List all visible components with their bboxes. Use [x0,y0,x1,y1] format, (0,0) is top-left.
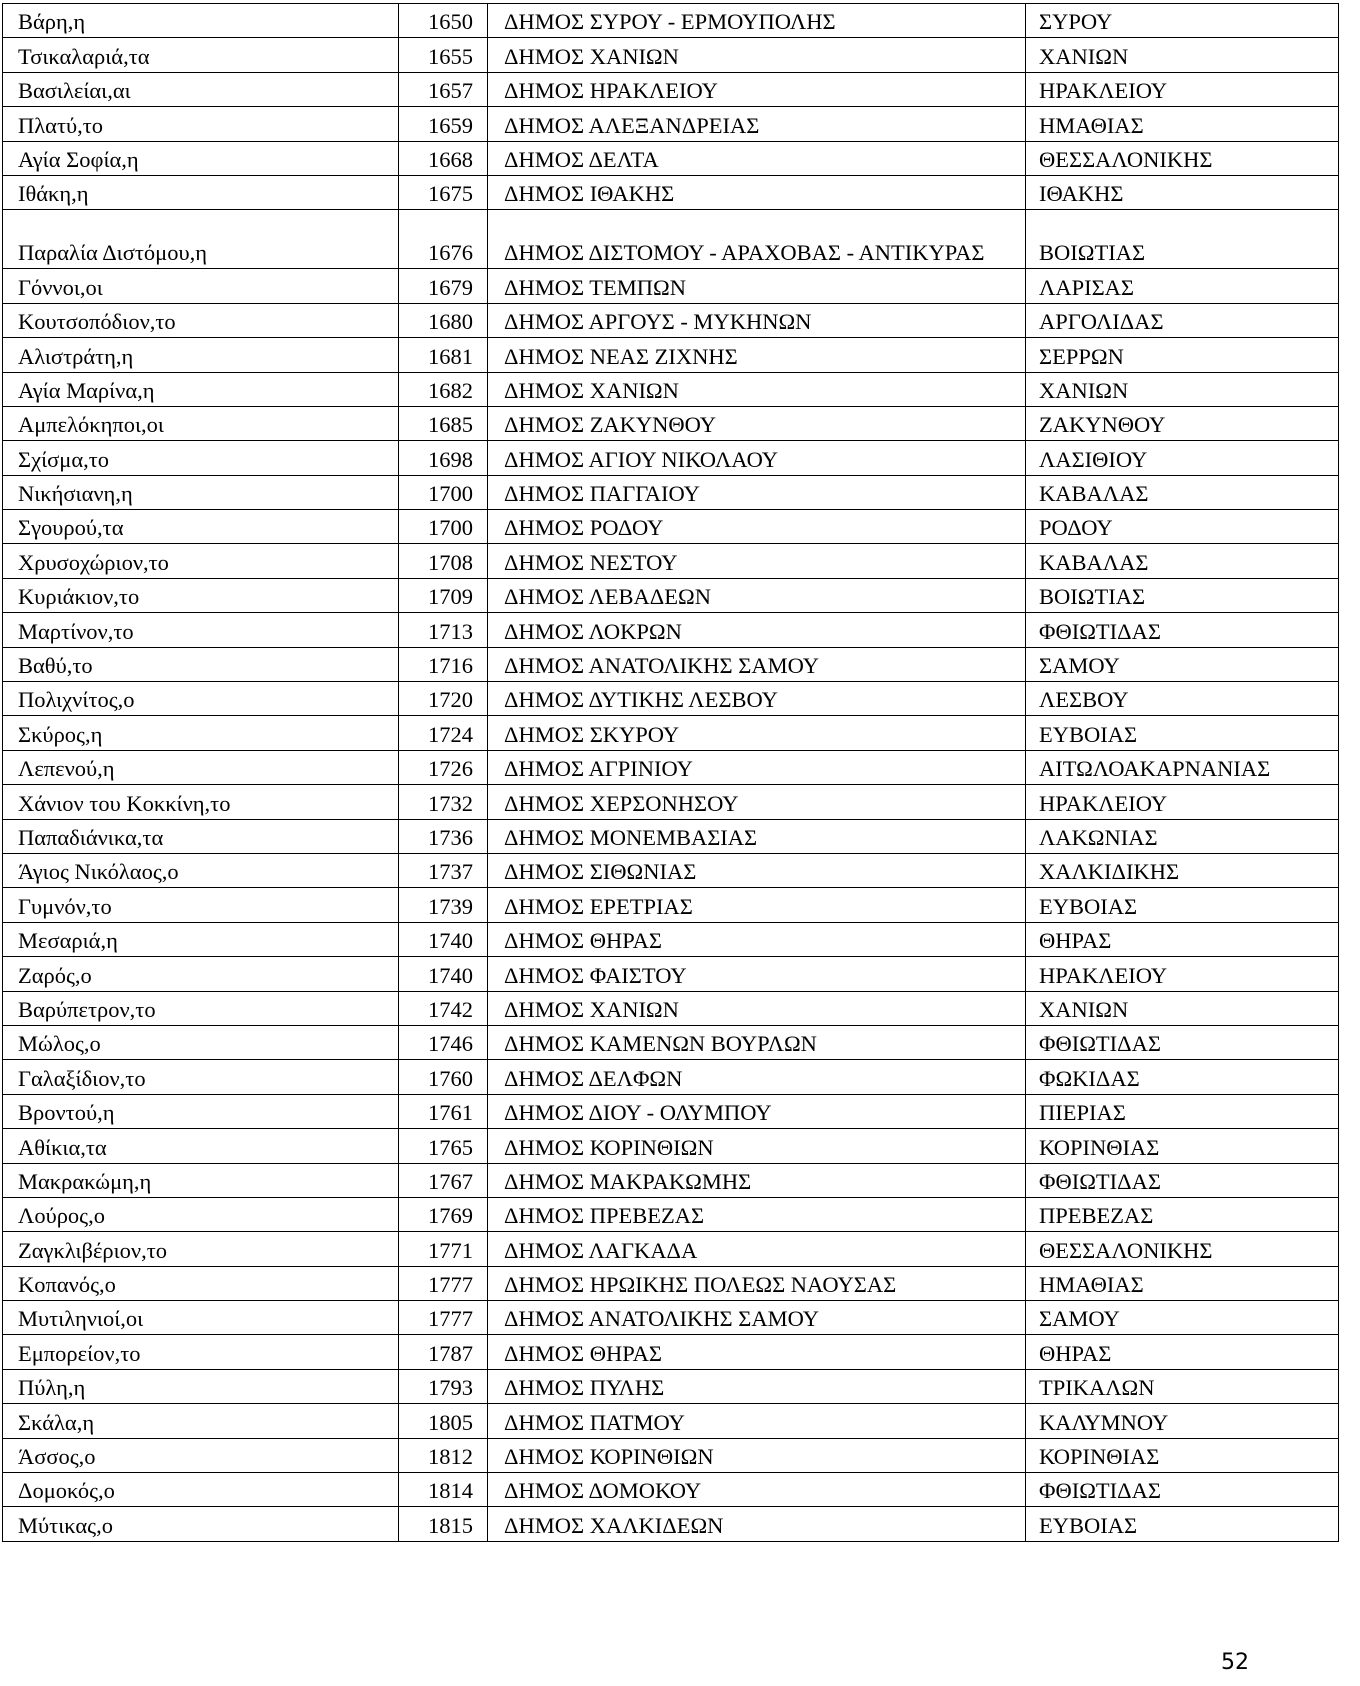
code-cell: 1787 [399,1335,488,1369]
prefecture-cell: ΘΗΡΑΣ [1026,1335,1339,1369]
settlement-name-cell: Κουτσοπόδιον,το [3,303,399,337]
prefecture-cell: ΗΜΑΘΙΑΣ [1026,107,1339,141]
code-cell: 1720 [399,682,488,716]
table-row [3,1163,1339,1197]
code-cell: 1769 [399,1197,488,1231]
table-row [3,1301,1339,1335]
settlement-name-cell: Σγουρού,τα [3,510,399,544]
prefecture-cell: ΧΑΝΙΩΝ [1026,372,1339,406]
prefecture-cell: ΣΕΡΡΩΝ [1026,338,1339,372]
table-row [3,853,1339,887]
prefecture-cell: ΘΕΣΣΑΛΟΝΙΚΗΣ [1026,1232,1339,1266]
prefecture-cell: ΦΘΙΩΤΙΔΑΣ [1026,1025,1339,1059]
prefecture-cell: ΖΑΚΥΝΘΟΥ [1026,406,1339,440]
prefecture-cell: ΠΡΕΒΕΖΑΣ [1026,1197,1339,1231]
table-row [3,785,1339,819]
prefecture-cell: ΕΥΒΟΙΑΣ [1026,716,1339,750]
prefecture-cell: ΗΡΑΚΛΕΙΟΥ [1026,785,1339,819]
prefecture-cell: ΣΥΡΟΥ [1026,4,1339,38]
prefecture-cell: ΡΟΔΟΥ [1026,510,1339,544]
code-cell: 1761 [399,1094,488,1128]
code-cell: 1681 [399,338,488,372]
settlement-name-cell: Αμπελόκηποι,οι [3,406,399,440]
code-cell: 1732 [399,785,488,819]
code-cell: 1746 [399,1025,488,1059]
settlement-name-cell: Ιθάκη,η [3,175,399,209]
municipality-cell: ΔΗΜΟΣ ΜΟΝΕΜΒΑΣΙΑΣ [488,819,1026,853]
municipality-cell: ΔΗΜΟΣ ΣΙΘΩΝΙΑΣ [488,853,1026,887]
settlement-name-cell: Αγία Σοφία,η [3,141,399,175]
settlement-name-cell: Χάνιον του Κοκκίνη,το [3,785,399,819]
code-cell: 1650 [399,4,488,38]
code-cell: 1739 [399,888,488,922]
settlement-name-cell: Εμπορείον,το [3,1335,399,1369]
municipality-cell: ΔΗΜΟΣ ΧΑΝΙΩΝ [488,38,1026,72]
code-cell: 1742 [399,991,488,1025]
settlement-name-cell: Άγιος Νικόλαος,ο [3,853,399,887]
settlement-name-cell: Λούρος,ο [3,1197,399,1231]
code-cell: 1737 [399,853,488,887]
table-row [3,1507,1339,1541]
table-row [3,269,1339,303]
table-row [3,4,1339,38]
prefecture-cell: ΛΕΣΒΟΥ [1026,682,1339,716]
prefecture-cell: ΧΑΝΙΩΝ [1026,38,1339,72]
code-cell: 1777 [399,1266,488,1300]
settlement-name-cell: Μεσαριά,η [3,922,399,956]
settlement-name-cell: Τσικαλαριά,τα [3,38,399,72]
table-row [3,750,1339,784]
prefecture-cell: ΘΕΣΣΑΛΟΝΙΚΗΣ [1026,141,1339,175]
settlement-name-cell: Μακρακώμη,η [3,1163,399,1197]
table-row [3,475,1339,509]
settlement-name-cell: Δομοκός,ο [3,1473,399,1507]
code-cell: 1679 [399,269,488,303]
municipality-cell: ΔΗΜΟΣ ΠΑΓΓΑΙΟΥ [488,475,1026,509]
settlement-name-cell: Μαρτίνον,το [3,613,399,647]
prefecture-cell: ΗΜΑΘΙΑΣ [1026,1266,1339,1300]
municipality-cell: ΔΗΜΟΣ ΑΛΕΞΑΝΔΡΕΙΑΣ [488,107,1026,141]
table-row [3,578,1339,612]
code-cell: 1736 [399,819,488,853]
prefecture-cell: ΦΩΚΙΔΑΣ [1026,1060,1339,1094]
code-cell: 1682 [399,372,488,406]
municipality-cell: ΔΗΜΟΣ ΔΕΛΦΩΝ [488,1060,1026,1094]
table-row [3,72,1339,106]
table-row [3,1335,1339,1369]
code-cell: 1655 [399,38,488,72]
table-row [3,1404,1339,1438]
municipality-cell: ΔΗΜΟΣ ΔΥΤΙΚΗΣ ΛΕΣΒΟΥ [488,682,1026,716]
code-cell: 1793 [399,1369,488,1403]
table-row [3,647,1339,681]
municipality-cell: ΔΗΜΟΣ ΜΑΚΡΑΚΩΜΗΣ [488,1163,1026,1197]
municipality-cell: ΔΗΜΟΣ ΛΕΒΑΔΕΩΝ [488,578,1026,612]
settlement-name-cell: Βάρη,η [3,4,399,38]
table-row [3,1266,1339,1300]
settlement-name-cell: Χρυσοχώριον,το [3,544,399,578]
prefecture-cell: ΚΟΡΙΝΘΙΑΣ [1026,1438,1339,1472]
code-cell: 1777 [399,1301,488,1335]
municipality-cell: ΔΗΜΟΣ ΙΘΑΚΗΣ [488,175,1026,209]
prefecture-cell: ΙΘΑΚΗΣ [1026,175,1339,209]
prefecture-cell: ΛΑΡΙΣΑΣ [1026,269,1339,303]
settlement-name-cell: Βροντού,η [3,1094,399,1128]
prefecture-cell: ΚΑΒΑΛΑΣ [1026,475,1339,509]
municipality-cell: ΔΗΜΟΣ ΠΥΛΗΣ [488,1369,1026,1403]
code-cell: 1760 [399,1060,488,1094]
table-row [3,682,1339,716]
code-cell: 1724 [399,716,488,750]
municipality-cell: ΔΗΜΟΣ ΛΑΓΚΑΔΑ [488,1232,1026,1266]
prefecture-cell: ΦΘΙΩΤΙΔΑΣ [1026,1473,1339,1507]
settlement-name-cell: Αλιστράτη,η [3,338,399,372]
settlement-name-cell: Κοπανός,ο [3,1266,399,1300]
prefecture-cell: ΑΡΓΟΛΙΔΑΣ [1026,303,1339,337]
municipality-cell: ΔΗΜΟΣ ΚΑΜΕΝΩΝ ΒΟΥΡΛΩΝ [488,1025,1026,1059]
table-row [3,406,1339,440]
code-cell: 1676 [399,210,488,269]
prefecture-cell: ΗΡΑΚΛΕΙΟΥ [1026,72,1339,106]
municipality-cell: ΔΗΜΟΣ ΔΙΣΤΟΜΟΥ - ΑΡΑΧΟΒΑΣ - ΑΝΤΙΚΥΡΑΣ [488,210,1026,269]
prefecture-cell: ΑΙΤΩΛΟΑΚΑΡΝΑΝΙΑΣ [1026,750,1339,784]
prefecture-cell: ΣΑΜΟΥ [1026,1301,1339,1335]
municipality-cell: ΔΗΜΟΣ ΛΟΚΡΩΝ [488,613,1026,647]
settlements-table-body [3,4,1339,1542]
settlement-name-cell: Σχίσμα,το [3,441,399,475]
table-row [3,544,1339,578]
prefecture-cell: ΚΟΡΙΝΘΙΑΣ [1026,1129,1339,1163]
settlement-name-cell: Πολιχνίτος,ο [3,682,399,716]
municipality-cell: ΔΗΜΟΣ ΡΟΔΟΥ [488,510,1026,544]
municipality-cell: ΔΗΜΟΣ ΚΟΡΙΝΘΙΩΝ [488,1129,1026,1163]
municipality-cell: ΔΗΜΟΣ ΚΟΡΙΝΘΙΩΝ [488,1438,1026,1472]
municipality-cell: ΔΗΜΟΣ ΦΑΙΣΤΟΥ [488,957,1026,991]
municipality-cell: ΔΗΜΟΣ ΔΟΜΟΚΟΥ [488,1473,1026,1507]
municipality-cell: ΔΗΜΟΣ ΑΓΙΟΥ ΝΙΚΟΛΑΟΥ [488,441,1026,475]
settlement-name-cell: Πλατύ,το [3,107,399,141]
table-row [3,957,1339,991]
code-cell: 1765 [399,1129,488,1163]
page-number: 52 [1221,1650,1249,1675]
code-cell: 1709 [399,578,488,612]
municipality-cell: ΔΗΜΟΣ ΔΕΛΤΑ [488,141,1026,175]
code-cell: 1668 [399,141,488,175]
prefecture-cell: ΕΥΒΟΙΑΣ [1026,1507,1339,1541]
table-row [3,1060,1339,1094]
settlement-name-cell: Βαθύ,το [3,647,399,681]
code-cell: 1659 [399,107,488,141]
municipality-cell: ΔΗΜΟΣ ΑΡΓΟΥΣ - ΜΥΚΗΝΩΝ [488,303,1026,337]
prefecture-cell: ΕΥΒΟΙΑΣ [1026,888,1339,922]
table-row [3,1197,1339,1231]
prefecture-cell: ΒΟΙΩΤΙΑΣ [1026,210,1339,269]
table-row [3,1438,1339,1472]
prefecture-cell: ΦΘΙΩΤΙΔΑΣ [1026,1163,1339,1197]
code-cell: 1716 [399,647,488,681]
municipality-cell: ΔΗΜΟΣ ΑΓΡΙΝΙΟΥ [488,750,1026,784]
table-row [3,1473,1339,1507]
code-cell: 1708 [399,544,488,578]
prefecture-cell: ΒΟΙΩΤΙΑΣ [1026,578,1339,612]
settlement-name-cell: Κυριάκιον,το [3,578,399,612]
settlement-name-cell: Αθίκια,τα [3,1129,399,1163]
table-row [3,141,1339,175]
prefecture-cell: ΣΑΜΟΥ [1026,647,1339,681]
municipality-cell: ΔΗΜΟΣ ΧΑΝΙΩΝ [488,372,1026,406]
code-cell: 1700 [399,510,488,544]
settlement-name-cell: Γυμνόν,το [3,888,399,922]
code-cell: 1740 [399,922,488,956]
table-row [3,1369,1339,1403]
code-cell: 1675 [399,175,488,209]
table-row [3,372,1339,406]
table-row [3,716,1339,750]
prefecture-cell: ΛΑΚΩΝΙΑΣ [1026,819,1339,853]
settlement-name-cell: Νικήσιανη,η [3,475,399,509]
table-row [3,991,1339,1025]
prefecture-cell: ΤΡΙΚΑΛΩΝ [1026,1369,1339,1403]
municipality-cell: ΔΗΜΟΣ ΗΡΩΙΚΗΣ ΠΟΛΕΩΣ ΝΑΟΥΣΑΣ [488,1266,1026,1300]
municipality-cell: ΔΗΜΟΣ ΤΕΜΠΩΝ [488,269,1026,303]
code-cell: 1680 [399,303,488,337]
municipality-cell: ΔΗΜΟΣ ΕΡΕΤΡΙΑΣ [488,888,1026,922]
settlement-name-cell: Γαλαξίδιον,το [3,1060,399,1094]
table-row [3,1232,1339,1266]
table-row [3,38,1339,72]
table-row [3,613,1339,647]
table-row [3,1129,1339,1163]
table-row [3,819,1339,853]
municipality-cell: ΔΗΜΟΣ ΗΡΑΚΛΕΙΟΥ [488,72,1026,106]
code-cell: 1700 [399,475,488,509]
prefecture-cell: ΗΡΑΚΛΕΙΟΥ [1026,957,1339,991]
settlement-name-cell: Παπαδιάνικα,τα [3,819,399,853]
settlement-name-cell: Πύλη,η [3,1369,399,1403]
code-cell: 1740 [399,957,488,991]
settlement-name-cell: Βασιλείαι,αι [3,72,399,106]
municipality-cell: ΔΗΜΟΣ ΑΝΑΤΟΛΙΚΗΣ ΣΑΜΟΥ [488,647,1026,681]
table-row [3,1094,1339,1128]
settlement-name-cell: Βαρύπετρον,το [3,991,399,1025]
municipality-cell: ΔΗΜΟΣ ΣΥΡΟΥ - ΕΡΜΟΥΠΟΛΗΣ [488,4,1026,38]
settlement-name-cell: Αγία Μαρίνα,η [3,372,399,406]
table-row [3,510,1339,544]
table-row [3,303,1339,337]
settlement-name-cell: Σκύρος,η [3,716,399,750]
municipality-cell: ΔΗΜΟΣ ΠΑΤΜΟΥ [488,1404,1026,1438]
table-row [3,338,1339,372]
table-row [3,210,1339,269]
code-cell: 1657 [399,72,488,106]
prefecture-cell: ΚΑΛΥΜΝΟΥ [1026,1404,1339,1438]
municipality-cell: ΔΗΜΟΣ ΝΕΑΣ ΖΙΧΝΗΣ [488,338,1026,372]
municipality-cell: ΔΗΜΟΣ ΔΙΟΥ - ΟΛΥΜΠΟΥ [488,1094,1026,1128]
municipality-cell: ΔΗΜΟΣ ΖΑΚΥΝΘΟΥ [488,406,1026,440]
table-row [3,175,1339,209]
table-row [3,1025,1339,1059]
table-row [3,888,1339,922]
prefecture-cell: ΧΑΛΚΙΔΙΚΗΣ [1026,853,1339,887]
code-cell: 1771 [399,1232,488,1266]
settlement-name-cell: Ζαγκλιβέριον,το [3,1232,399,1266]
municipality-cell: ΔΗΜΟΣ ΣΚΥΡΟΥ [488,716,1026,750]
settlement-name-cell: Μυτιληνιοί,οι [3,1301,399,1335]
table-row [3,922,1339,956]
settlement-name-cell: Άσσος,ο [3,1438,399,1472]
settlement-name-cell: Μώλος,ο [3,1025,399,1059]
prefecture-cell: ΘΗΡΑΣ [1026,922,1339,956]
prefecture-cell: ΛΑΣΙΘΙΟΥ [1026,441,1339,475]
settlement-name-cell: Παραλία Διστόμου,η [3,210,399,269]
code-cell: 1814 [399,1473,488,1507]
code-cell: 1713 [399,613,488,647]
code-cell: 1767 [399,1163,488,1197]
prefecture-cell: ΦΘΙΩΤΙΔΑΣ [1026,613,1339,647]
table-row [3,441,1339,475]
settlements-table [2,3,1339,1542]
code-cell: 1726 [399,750,488,784]
settlement-name-cell: Μύτικας,ο [3,1507,399,1541]
table-row [3,107,1339,141]
settlement-name-cell: Ζαρός,ο [3,957,399,991]
municipality-cell: ΔΗΜΟΣ ΘΗΡΑΣ [488,1335,1026,1369]
municipality-cell: ΔΗΜΟΣ ΧΑΛΚΙΔΕΩΝ [488,1507,1026,1541]
municipality-cell: ΔΗΜΟΣ ΑΝΑΤΟΛΙΚΗΣ ΣΑΜΟΥ [488,1301,1026,1335]
prefecture-cell: ΧΑΝΙΩΝ [1026,991,1339,1025]
settlement-name-cell: Σκάλα,η [3,1404,399,1438]
settlement-name-cell: Λεπενού,η [3,750,399,784]
prefecture-cell: ΠΙΕΡΙΑΣ [1026,1094,1339,1128]
code-cell: 1812 [399,1438,488,1472]
code-cell: 1685 [399,406,488,440]
municipality-cell: ΔΗΜΟΣ ΧΕΡΣΟΝΗΣΟΥ [488,785,1026,819]
code-cell: 1815 [399,1507,488,1541]
municipality-cell: ΔΗΜΟΣ ΝΕΣΤΟΥ [488,544,1026,578]
code-cell: 1698 [399,441,488,475]
code-cell: 1805 [399,1404,488,1438]
municipality-cell: ΔΗΜΟΣ ΘΗΡΑΣ [488,922,1026,956]
municipality-cell: ΔΗΜΟΣ ΠΡΕΒΕΖΑΣ [488,1197,1026,1231]
settlement-name-cell: Γόννοι,οι [3,269,399,303]
municipality-cell: ΔΗΜΟΣ ΧΑΝΙΩΝ [488,991,1026,1025]
prefecture-cell: ΚΑΒΑΛΑΣ [1026,544,1339,578]
